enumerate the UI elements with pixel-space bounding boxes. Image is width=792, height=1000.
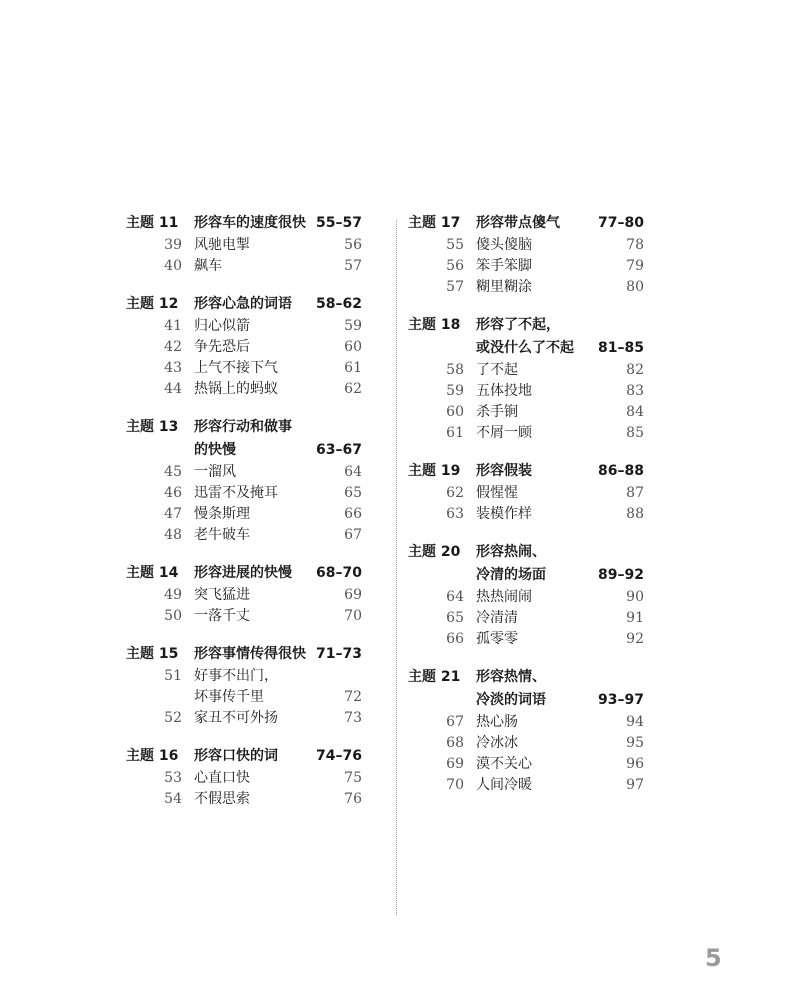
- topic-title: 形容热闹、: [476, 544, 546, 560]
- entry-page: 59: [344, 318, 362, 334]
- entry-number: 66: [446, 631, 464, 647]
- entry-title: 笨手笨脚: [476, 258, 532, 274]
- toc-entry[interactable]: [126, 462, 362, 483]
- entry-number: 44: [164, 381, 182, 397]
- topic-page-range: 58–62: [316, 296, 362, 312]
- topic-title-line: [194, 643, 362, 666]
- entry-page: 65: [344, 485, 362, 501]
- entry-title: 上气不接下气: [194, 360, 278, 376]
- topic-heading-text: [194, 745, 362, 768]
- topic-page-range: 77–80: [598, 215, 644, 231]
- entry-body: [194, 235, 362, 256]
- topic-number: 主题 16: [126, 748, 179, 764]
- entry-title: 坏事传千里: [194, 689, 264, 705]
- entry-page: 79: [626, 258, 644, 274]
- topic-heading[interactable]: [126, 293, 362, 316]
- topic-page-range: 68–70: [316, 565, 362, 581]
- entry-body: [476, 775, 644, 796]
- entry-title: 冷清清: [476, 610, 518, 626]
- topic-title: 的快慢: [194, 442, 236, 458]
- topic-title-line: [476, 212, 644, 235]
- entry-page: 84: [626, 404, 644, 420]
- topic-heading-text: [476, 541, 644, 587]
- entry-line: [194, 666, 362, 687]
- entry-title: 不屑一顾: [476, 425, 532, 441]
- toc-topic: [126, 416, 362, 546]
- entry-body: [476, 483, 644, 504]
- entry-number: 60: [446, 404, 464, 420]
- topic-heading-text: [476, 666, 644, 712]
- entry-title: 迅雷不及掩耳: [194, 485, 278, 501]
- entry-line: [194, 585, 362, 606]
- entry-body: [476, 256, 644, 277]
- entry-title: 慢条斯理: [194, 506, 250, 522]
- entry-number: 70: [446, 777, 464, 793]
- page-number: 5: [705, 944, 722, 972]
- entry-page: 66: [344, 506, 362, 522]
- entry-page: 75: [344, 770, 362, 786]
- topic-heading[interactable]: [408, 541, 644, 587]
- entry-page: 96: [626, 756, 644, 772]
- topic-heading[interactable]: [126, 416, 362, 462]
- toc-column-left: [126, 212, 362, 826]
- entry-title: 争先恐后: [194, 339, 250, 355]
- entry-body: [194, 525, 362, 546]
- topic-number: 主题 13: [126, 419, 179, 435]
- toc-entry[interactable]: [408, 608, 644, 629]
- entry-number: 40: [164, 258, 182, 274]
- entry-body: [476, 504, 644, 525]
- toc-entry[interactable]: [408, 423, 644, 444]
- entry-title: 糊里糊涂: [476, 279, 532, 295]
- topic-number: 主题 19: [408, 463, 461, 479]
- entry-body: [476, 733, 644, 754]
- entry-number: 41: [164, 318, 182, 334]
- entry-line: [476, 587, 644, 608]
- topic-title: 形容了不起，: [476, 317, 560, 333]
- entry-number: 58: [446, 362, 464, 378]
- entry-page: 91: [626, 610, 644, 626]
- toc-entry[interactable]: [126, 666, 362, 708]
- toc-entry[interactable]: [126, 525, 362, 546]
- topic-number: 主题 15: [126, 646, 179, 662]
- topic-number: 主题 21: [408, 669, 461, 685]
- topic-heading[interactable]: [408, 666, 644, 712]
- entry-body: [194, 585, 362, 606]
- entry-page: 60: [344, 339, 362, 355]
- toc-topic: [126, 745, 362, 810]
- entry-title: 冷冰冰: [476, 735, 518, 751]
- toc-topic: [126, 293, 362, 400]
- topic-title-line: [476, 460, 644, 483]
- entry-title: 一落千丈: [194, 608, 250, 624]
- entry-title: 装模作样: [476, 506, 532, 522]
- entry-body: [194, 483, 362, 504]
- topic-title: 形容假装: [476, 463, 532, 479]
- topic-heading-text: [194, 212, 362, 235]
- toc-entry[interactable]: [408, 754, 644, 775]
- topic-page-range: 81–85: [598, 340, 644, 356]
- entry-line: [194, 337, 362, 358]
- toc-entry[interactable]: [126, 379, 362, 400]
- entry-body: [194, 789, 362, 810]
- topic-heading-text: [476, 314, 644, 360]
- topic-number: 主题 18: [408, 317, 461, 333]
- entry-title: 老牛破车: [194, 527, 250, 543]
- entry-number: 55: [446, 237, 464, 253]
- entry-page: 56: [344, 237, 362, 253]
- entry-title: 不假思索: [194, 791, 250, 807]
- topic-title-line: [194, 416, 362, 439]
- topic-heading[interactable]: [126, 745, 362, 768]
- entry-line: [476, 608, 644, 629]
- toc-entry[interactable]: [126, 504, 362, 525]
- entry-line: [194, 358, 362, 379]
- toc-entry[interactable]: [126, 768, 362, 789]
- entry-line: [194, 483, 362, 504]
- toc-entry[interactable]: [126, 337, 362, 358]
- topic-title-line: [476, 314, 644, 337]
- toc-entry[interactable]: [408, 587, 644, 608]
- topic-page-range: 89–92: [598, 567, 644, 583]
- entry-page: 67: [344, 527, 362, 543]
- topic-title: 冷淡的词语: [476, 692, 546, 708]
- topic-title-line: [476, 541, 644, 564]
- topic-heading[interactable]: [126, 643, 362, 666]
- entry-title: 杀手锏: [476, 404, 518, 420]
- entry-line: [194, 379, 362, 400]
- entry-body: [476, 629, 644, 650]
- topic-title-line: [476, 666, 644, 689]
- entry-body: [476, 587, 644, 608]
- entry-line: [476, 733, 644, 754]
- entry-body: [194, 256, 362, 277]
- entry-line: [194, 789, 362, 810]
- entry-number: 61: [446, 425, 464, 441]
- entry-number: 56: [446, 258, 464, 274]
- entry-body: [476, 402, 644, 423]
- toc-entry[interactable]: [408, 402, 644, 423]
- toc-topic: [408, 541, 644, 650]
- topic-title: 形容进展的快慢: [194, 565, 292, 581]
- entry-page: 92: [626, 631, 644, 647]
- entry-line: [476, 483, 644, 504]
- entry-body: [194, 462, 362, 483]
- toc-entry[interactable]: [126, 235, 362, 256]
- topic-page-range: 55–57: [316, 215, 362, 231]
- topic-title: 形容口快的词: [194, 748, 278, 764]
- topic-page-range: 93–97: [598, 692, 644, 708]
- entry-number: 65: [446, 610, 464, 626]
- entry-line: [194, 687, 362, 708]
- toc-entry[interactable]: [408, 775, 644, 796]
- entry-body: [476, 381, 644, 402]
- toc-topic: [408, 212, 644, 298]
- topic-title: 形容热情、: [476, 669, 546, 685]
- entry-number: 68: [446, 735, 464, 751]
- entry-line: [194, 708, 362, 729]
- entry-page: 72: [344, 689, 362, 705]
- toc-entry[interactable]: [126, 789, 362, 810]
- topic-heading-text: [194, 416, 362, 462]
- entry-body: [194, 708, 362, 729]
- entry-line: [194, 525, 362, 546]
- topic-heading[interactable]: [126, 562, 362, 585]
- entry-title: 五体投地: [476, 383, 532, 399]
- topic-page-range: 71–73: [316, 646, 362, 662]
- entry-body: [476, 360, 644, 381]
- entry-body: [194, 768, 362, 789]
- entry-number: 64: [446, 589, 464, 605]
- entry-number: 39: [164, 237, 182, 253]
- toc-entry[interactable]: [126, 708, 362, 729]
- toc-entry[interactable]: [408, 504, 644, 525]
- topic-heading-text: [476, 460, 644, 483]
- topic-heading-text: [194, 643, 362, 666]
- entry-number: 50: [164, 608, 182, 624]
- entry-line: [476, 235, 644, 256]
- topic-number: 主题 12: [126, 296, 179, 312]
- entry-number: 43: [164, 360, 182, 376]
- entry-page: 88: [626, 506, 644, 522]
- entry-title: 热锅上的蚂蚁: [194, 381, 278, 397]
- entry-title: 漠不关心: [476, 756, 532, 772]
- topic-heading[interactable]: [126, 212, 362, 235]
- topic-number: 主题 11: [126, 215, 179, 231]
- topic-number: 主题 20: [408, 544, 461, 560]
- entry-line: [476, 754, 644, 775]
- entry-body: [476, 712, 644, 733]
- entry-title: 傻头傻脑: [476, 237, 532, 253]
- entry-line: [476, 256, 644, 277]
- topic-title-line: [476, 689, 644, 712]
- entry-title: 心直口快: [194, 770, 250, 786]
- toc-topic: [126, 562, 362, 627]
- entry-number: 63: [446, 506, 464, 522]
- toc-entry[interactable]: [408, 235, 644, 256]
- entry-number: 46: [164, 485, 182, 501]
- toc-entry[interactable]: [408, 277, 644, 298]
- entry-number: 53: [164, 770, 182, 786]
- entry-line: [476, 712, 644, 733]
- entry-body: [194, 379, 362, 400]
- topic-title-line: [476, 337, 644, 360]
- entry-line: [194, 768, 362, 789]
- entry-number: 49: [164, 587, 182, 603]
- toc-entry[interactable]: [408, 256, 644, 277]
- topic-title: 形容车的速度很快: [194, 215, 306, 231]
- entry-page: 94: [626, 714, 644, 730]
- topic-heading-text: [194, 562, 362, 585]
- entry-page: 57: [344, 258, 362, 274]
- entry-number: 47: [164, 506, 182, 522]
- entry-line: [476, 629, 644, 650]
- topic-title-line: [194, 212, 362, 235]
- entry-page: 80: [626, 279, 644, 295]
- topic-title: 形容心急的词语: [194, 296, 292, 312]
- topic-number: 主题 14: [126, 565, 179, 581]
- entry-title: 归心似箭: [194, 318, 250, 334]
- entry-line: [476, 360, 644, 381]
- entry-page: 76: [344, 791, 362, 807]
- topic-title-line: [194, 293, 362, 316]
- topic-title: 冷清的场面: [476, 567, 546, 583]
- toc-entry[interactable]: [408, 381, 644, 402]
- toc-entry[interactable]: [408, 629, 644, 650]
- topic-title-line: [194, 439, 362, 462]
- entry-number: 57: [446, 279, 464, 295]
- entry-page: 83: [626, 383, 644, 399]
- entry-title: 热热闹闹: [476, 589, 532, 605]
- entry-page: 62: [344, 381, 362, 397]
- entry-title: 了不起: [476, 362, 518, 378]
- entry-body: [194, 337, 362, 358]
- entry-page: 61: [344, 360, 362, 376]
- entry-body: [476, 423, 644, 444]
- entry-page: 87: [626, 485, 644, 501]
- entry-page: 69: [344, 587, 362, 603]
- entry-body: [194, 606, 362, 627]
- topic-heading[interactable]: [408, 212, 644, 235]
- topic-page-range: 86–88: [598, 463, 644, 479]
- toc-topic: [408, 460, 644, 525]
- entry-line: [194, 606, 362, 627]
- entry-title: 风驰电掣: [194, 237, 250, 253]
- entry-line: [194, 235, 362, 256]
- toc-entry[interactable]: [408, 712, 644, 733]
- entry-page: 95: [626, 735, 644, 751]
- entry-title: 好事不出门，: [194, 668, 278, 684]
- topic-title: 形容行动和做事: [194, 419, 292, 435]
- entry-page: 64: [344, 464, 362, 480]
- entry-line: [476, 504, 644, 525]
- topic-heading-text: [476, 212, 644, 235]
- entry-body: [194, 316, 362, 337]
- entry-page: 97: [626, 777, 644, 793]
- topic-title: 或没什么了不起: [476, 340, 574, 356]
- entry-number: 67: [446, 714, 464, 730]
- entry-title: 热心肠: [476, 714, 518, 730]
- entry-line: [476, 775, 644, 796]
- toc-topic: [408, 666, 644, 796]
- column-divider: [396, 220, 397, 915]
- entry-number: 48: [164, 527, 182, 543]
- entry-line: [476, 402, 644, 423]
- entry-body: [476, 277, 644, 298]
- topic-title-line: [194, 745, 362, 768]
- entry-page: 90: [626, 589, 644, 605]
- topic-title: 形容事情传得很快: [194, 646, 306, 662]
- toc-topic: [126, 212, 362, 277]
- topic-number: 主题 17: [408, 215, 461, 231]
- entry-number: 62: [446, 485, 464, 501]
- entry-body: [194, 666, 362, 708]
- entry-body: [476, 754, 644, 775]
- toc-entry[interactable]: [126, 316, 362, 337]
- entry-title: 人间冷暖: [476, 777, 532, 793]
- topic-page-range: 63–67: [316, 442, 362, 458]
- toc-entry[interactable]: [126, 483, 362, 504]
- entry-number: 45: [164, 464, 182, 480]
- entry-body: [194, 358, 362, 379]
- entry-number: 59: [446, 383, 464, 399]
- toc-entry[interactable]: [126, 585, 362, 606]
- toc-entry[interactable]: [126, 606, 362, 627]
- entry-title: 孤零零: [476, 631, 518, 647]
- toc-topic: [126, 643, 362, 729]
- entry-line: [476, 277, 644, 298]
- entry-title: 家丑不可外扬: [194, 710, 278, 726]
- entry-number: 52: [164, 710, 182, 726]
- topic-heading[interactable]: [408, 314, 644, 360]
- entry-line: [194, 462, 362, 483]
- toc-column-right: [408, 212, 644, 812]
- toc-topic: [408, 314, 644, 444]
- entry-line: [476, 423, 644, 444]
- topic-heading[interactable]: [408, 460, 644, 483]
- entry-body: [476, 235, 644, 256]
- toc-entry[interactable]: [408, 360, 644, 381]
- topic-title-line: [194, 562, 362, 585]
- entry-page: 73: [344, 710, 362, 726]
- entry-number: 51: [164, 668, 182, 684]
- entry-title: 一溜风: [194, 464, 236, 480]
- entry-body: [476, 608, 644, 629]
- entry-title: 突飞猛进: [194, 587, 250, 603]
- entry-page: 82: [626, 362, 644, 378]
- entry-title: 假惺惺: [476, 485, 518, 501]
- entry-number: 54: [164, 791, 182, 807]
- toc-entry[interactable]: [408, 483, 644, 504]
- entry-line: [476, 381, 644, 402]
- entry-line: [194, 504, 362, 525]
- topic-title-line: [476, 564, 644, 587]
- topic-heading-text: [194, 293, 362, 316]
- topic-page-range: 74–76: [316, 748, 362, 764]
- entry-number: 42: [164, 339, 182, 355]
- entry-page: 78: [626, 237, 644, 253]
- topic-title: 形容带点傻气: [476, 215, 560, 231]
- entry-body: [194, 504, 362, 525]
- entry-number: 69: [446, 756, 464, 772]
- entry-page: 85: [626, 425, 644, 441]
- entry-title: 飙车: [194, 258, 222, 274]
- toc-entry[interactable]: [126, 358, 362, 379]
- entry-line: [194, 316, 362, 337]
- toc-entry[interactable]: [126, 256, 362, 277]
- entry-page: 70: [344, 608, 362, 624]
- toc-entry[interactable]: [408, 733, 644, 754]
- entry-line: [194, 256, 362, 277]
